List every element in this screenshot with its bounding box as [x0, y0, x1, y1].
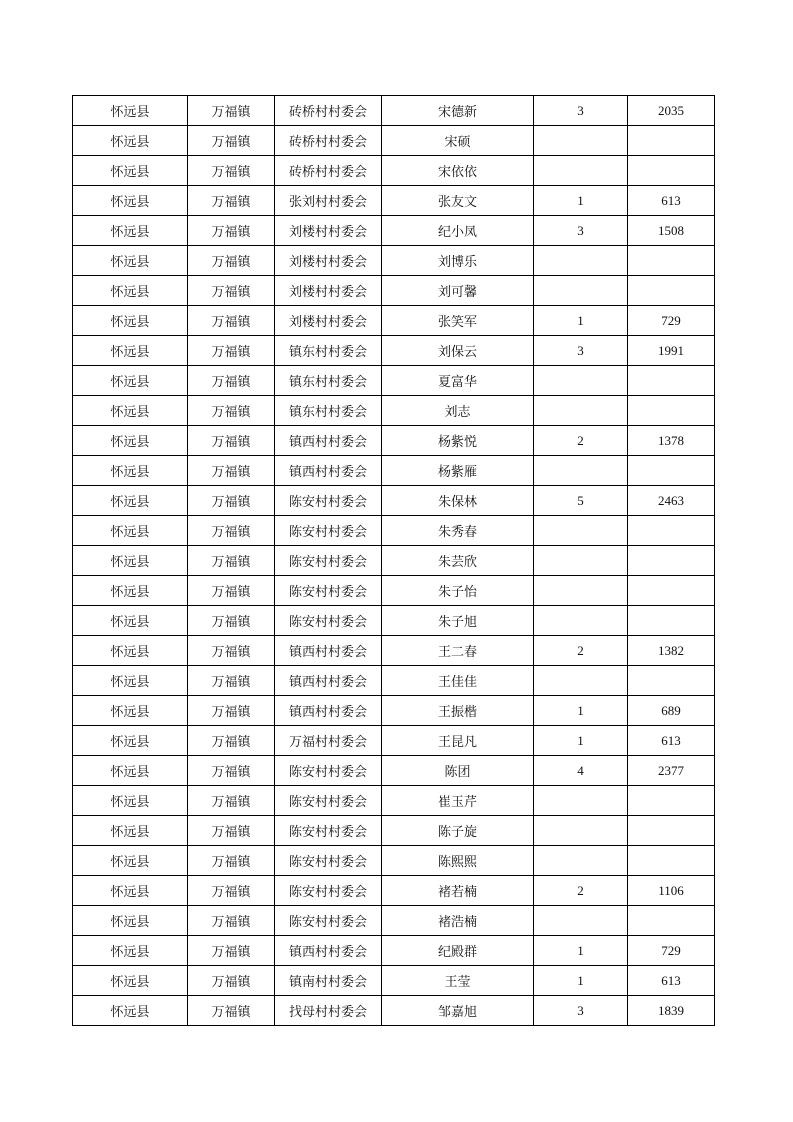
table-row	[73, 906, 715, 936]
count-cell	[534, 816, 628, 846]
county-cell: 怀远县	[73, 606, 188, 636]
town-cell: 万福镇	[188, 636, 275, 666]
town-cell: 万福镇	[188, 336, 275, 366]
name-cell: 张友文	[382, 186, 534, 216]
count-cell: 2	[534, 636, 628, 666]
village-cell: 陈安村村委会	[275, 876, 382, 906]
town-cell: 万福镇	[188, 966, 275, 996]
village-cell: 陈安村村委会	[275, 786, 382, 816]
name-cell: 王佳佳	[382, 666, 534, 696]
table-row	[73, 306, 715, 336]
table-row	[73, 966, 715, 996]
amount-cell	[628, 546, 715, 576]
county-cell: 怀远县	[73, 966, 188, 996]
table-row	[73, 756, 715, 786]
county-cell: 怀远县	[73, 906, 188, 936]
count-cell: 1	[534, 696, 628, 726]
count-cell: 1	[534, 186, 628, 216]
amount-cell: 1839	[628, 996, 715, 1026]
village-cell: 找母村村委会	[275, 996, 382, 1026]
county-cell: 怀远县	[73, 126, 188, 156]
county-cell: 怀远县	[73, 876, 188, 906]
village-cell: 镇西村村委会	[275, 696, 382, 726]
village-cell: 镇东村村委会	[275, 366, 382, 396]
county-cell: 怀远县	[73, 636, 188, 666]
count-cell: 3	[534, 996, 628, 1026]
table-row	[73, 726, 715, 756]
name-cell: 宋依依	[382, 156, 534, 186]
town-cell: 万福镇	[188, 726, 275, 756]
county-cell: 怀远县	[73, 756, 188, 786]
county-cell: 怀远县	[73, 516, 188, 546]
town-cell: 万福镇	[188, 216, 275, 246]
county-cell: 怀远县	[73, 366, 188, 396]
count-cell: 3	[534, 216, 628, 246]
table-row	[73, 876, 715, 906]
town-cell: 万福镇	[188, 456, 275, 486]
town-cell: 万福镇	[188, 996, 275, 1026]
village-cell: 陈安村村委会	[275, 546, 382, 576]
table-row	[73, 546, 715, 576]
amount-cell: 1106	[628, 876, 715, 906]
town-cell: 万福镇	[188, 246, 275, 276]
amount-cell: 2463	[628, 486, 715, 516]
amount-cell	[628, 126, 715, 156]
amount-cell	[628, 366, 715, 396]
village-cell: 镇西村村委会	[275, 666, 382, 696]
county-cell: 怀远县	[73, 666, 188, 696]
count-cell	[534, 846, 628, 876]
amount-cell: 2377	[628, 756, 715, 786]
town-cell: 万福镇	[188, 546, 275, 576]
town-cell: 万福镇	[188, 606, 275, 636]
count-cell	[534, 666, 628, 696]
table-row	[73, 516, 715, 546]
town-cell: 万福镇	[188, 816, 275, 846]
town-cell: 万福镇	[188, 516, 275, 546]
county-cell: 怀远县	[73, 786, 188, 816]
town-cell: 万福镇	[188, 366, 275, 396]
table-row	[73, 186, 715, 216]
name-cell: 陈子旋	[382, 816, 534, 846]
amount-cell: 613	[628, 966, 715, 996]
table-row	[73, 126, 715, 156]
county-cell: 怀远县	[73, 816, 188, 846]
town-cell: 万福镇	[188, 576, 275, 606]
count-cell: 3	[534, 336, 628, 366]
amount-cell	[628, 906, 715, 936]
table-row	[73, 396, 715, 426]
amount-cell	[628, 246, 715, 276]
count-cell: 5	[534, 486, 628, 516]
county-cell: 怀远县	[73, 216, 188, 246]
town-cell: 万福镇	[188, 276, 275, 306]
table-row	[73, 276, 715, 306]
amount-cell: 1508	[628, 216, 715, 246]
town-cell: 万福镇	[188, 126, 275, 156]
count-cell: 1	[534, 936, 628, 966]
county-cell: 怀远县	[73, 306, 188, 336]
count-cell	[534, 126, 628, 156]
village-cell: 砖桥村村委会	[275, 156, 382, 186]
amount-cell	[628, 786, 715, 816]
village-cell: 陈安村村委会	[275, 846, 382, 876]
table-row	[73, 486, 715, 516]
village-cell: 镇西村村委会	[275, 636, 382, 666]
amount-cell: 613	[628, 726, 715, 756]
name-cell: 朱保林	[382, 486, 534, 516]
village-cell: 镇东村村委会	[275, 396, 382, 426]
name-cell: 刘志	[382, 396, 534, 426]
amount-cell: 689	[628, 696, 715, 726]
table-row	[73, 246, 715, 276]
table-row	[73, 936, 715, 966]
table-row	[73, 96, 715, 126]
town-cell: 万福镇	[188, 396, 275, 426]
name-cell: 朱子怡	[382, 576, 534, 606]
count-cell	[534, 366, 628, 396]
amount-cell	[628, 846, 715, 876]
count-cell: 2	[534, 426, 628, 456]
count-cell	[534, 906, 628, 936]
county-cell: 怀远县	[73, 96, 188, 126]
amount-cell	[628, 396, 715, 426]
table-row	[73, 216, 715, 246]
name-cell: 宋硕	[382, 126, 534, 156]
village-cell: 陈安村村委会	[275, 576, 382, 606]
county-cell: 怀远县	[73, 246, 188, 276]
count-cell	[534, 396, 628, 426]
table-row	[73, 846, 715, 876]
count-cell	[534, 456, 628, 486]
table-row	[73, 996, 715, 1026]
village-cell: 镇西村村委会	[275, 936, 382, 966]
name-cell: 朱子旭	[382, 606, 534, 636]
town-cell: 万福镇	[188, 846, 275, 876]
village-cell: 张刘村村委会	[275, 186, 382, 216]
name-cell: 朱秀春	[382, 516, 534, 546]
amount-cell: 2035	[628, 96, 715, 126]
town-cell: 万福镇	[188, 306, 275, 336]
count-cell: 4	[534, 756, 628, 786]
town-cell: 万福镇	[188, 96, 275, 126]
name-cell: 褚若楠	[382, 876, 534, 906]
county-cell: 怀远县	[73, 576, 188, 606]
county-cell: 怀远县	[73, 696, 188, 726]
amount-cell	[628, 666, 715, 696]
county-cell: 怀远县	[73, 426, 188, 456]
name-cell: 王昆凡	[382, 726, 534, 756]
table-row	[73, 366, 715, 396]
county-cell: 怀远县	[73, 486, 188, 516]
roster-table	[72, 95, 715, 1026]
name-cell: 杨紫雁	[382, 456, 534, 486]
county-cell: 怀远县	[73, 726, 188, 756]
amount-cell	[628, 156, 715, 186]
village-cell: 镇东村村委会	[275, 336, 382, 366]
village-cell: 陈安村村委会	[275, 486, 382, 516]
table-row	[73, 156, 715, 186]
count-cell	[534, 276, 628, 306]
town-cell: 万福镇	[188, 786, 275, 816]
village-cell: 刘楼村村委会	[275, 246, 382, 276]
town-cell: 万福镇	[188, 156, 275, 186]
town-cell: 万福镇	[188, 696, 275, 726]
count-cell	[534, 786, 628, 816]
name-cell: 褚浩楠	[382, 906, 534, 936]
county-cell: 怀远县	[73, 336, 188, 366]
town-cell: 万福镇	[188, 876, 275, 906]
amount-cell	[628, 276, 715, 306]
table-row	[73, 696, 715, 726]
village-cell: 刘楼村村委会	[275, 276, 382, 306]
village-cell: 陈安村村委会	[275, 906, 382, 936]
amount-cell: 1991	[628, 336, 715, 366]
amount-cell	[628, 576, 715, 606]
village-cell: 陈安村村委会	[275, 756, 382, 786]
count-cell: 1	[534, 306, 628, 336]
count-cell	[534, 546, 628, 576]
amount-cell: 1382	[628, 636, 715, 666]
name-cell: 张笑军	[382, 306, 534, 336]
village-cell: 刘楼村村委会	[275, 216, 382, 246]
amount-cell: 613	[628, 186, 715, 216]
count-cell	[534, 516, 628, 546]
village-cell: 陈安村村委会	[275, 816, 382, 846]
table-row	[73, 606, 715, 636]
amount-cell: 729	[628, 306, 715, 336]
count-cell: 2	[534, 876, 628, 906]
county-cell: 怀远县	[73, 276, 188, 306]
county-cell: 怀远县	[73, 996, 188, 1026]
name-cell: 刘保云	[382, 336, 534, 366]
count-cell	[534, 576, 628, 606]
village-cell: 刘楼村村委会	[275, 306, 382, 336]
amount-cell	[628, 516, 715, 546]
amount-cell	[628, 456, 715, 486]
amount-cell	[628, 816, 715, 846]
county-cell: 怀远县	[73, 546, 188, 576]
name-cell: 杨紫悦	[382, 426, 534, 456]
name-cell: 王莹	[382, 966, 534, 996]
county-cell: 怀远县	[73, 456, 188, 486]
count-cell: 1	[534, 726, 628, 756]
village-cell: 镇西村村委会	[275, 456, 382, 486]
table-row	[73, 456, 715, 486]
count-cell	[534, 156, 628, 186]
table-row	[73, 426, 715, 456]
name-cell: 夏富华	[382, 366, 534, 396]
county-cell: 怀远县	[73, 156, 188, 186]
village-cell: 万福村村委会	[275, 726, 382, 756]
town-cell: 万福镇	[188, 936, 275, 966]
county-cell: 怀远县	[73, 396, 188, 426]
amount-cell: 729	[628, 936, 715, 966]
name-cell: 邹嘉旭	[382, 996, 534, 1026]
count-cell	[534, 246, 628, 276]
name-cell: 王振楷	[382, 696, 534, 726]
name-cell: 刘可馨	[382, 276, 534, 306]
village-cell: 砖桥村村委会	[275, 96, 382, 126]
name-cell: 宋德新	[382, 96, 534, 126]
amount-cell	[628, 606, 715, 636]
table-row	[73, 336, 715, 366]
town-cell: 万福镇	[188, 756, 275, 786]
village-cell: 镇西村村委会	[275, 426, 382, 456]
village-cell: 陈安村村委会	[275, 516, 382, 546]
count-cell	[534, 606, 628, 636]
town-cell: 万福镇	[188, 666, 275, 696]
town-cell: 万福镇	[188, 486, 275, 516]
count-cell: 3	[534, 96, 628, 126]
county-cell: 怀远县	[73, 936, 188, 966]
name-cell: 纪殿群	[382, 936, 534, 966]
table-row	[73, 576, 715, 606]
table-row	[73, 816, 715, 846]
town-cell: 万福镇	[188, 426, 275, 456]
name-cell: 崔玉芹	[382, 786, 534, 816]
town-cell: 万福镇	[188, 906, 275, 936]
village-cell: 陈安村村委会	[275, 606, 382, 636]
name-cell: 纪小凤	[382, 216, 534, 246]
name-cell: 陈团	[382, 756, 534, 786]
county-cell: 怀远县	[73, 186, 188, 216]
county-cell: 怀远县	[73, 846, 188, 876]
name-cell: 朱芸欣	[382, 546, 534, 576]
roster-table-body	[73, 96, 715, 1026]
amount-cell: 1378	[628, 426, 715, 456]
table-row	[73, 666, 715, 696]
town-cell: 万福镇	[188, 186, 275, 216]
village-cell: 砖桥村村委会	[275, 126, 382, 156]
table-row	[73, 786, 715, 816]
name-cell: 刘博乐	[382, 246, 534, 276]
table-row	[73, 636, 715, 666]
name-cell: 王二春	[382, 636, 534, 666]
count-cell: 1	[534, 966, 628, 996]
name-cell: 陈熙熙	[382, 846, 534, 876]
village-cell: 镇南村村委会	[275, 966, 382, 996]
